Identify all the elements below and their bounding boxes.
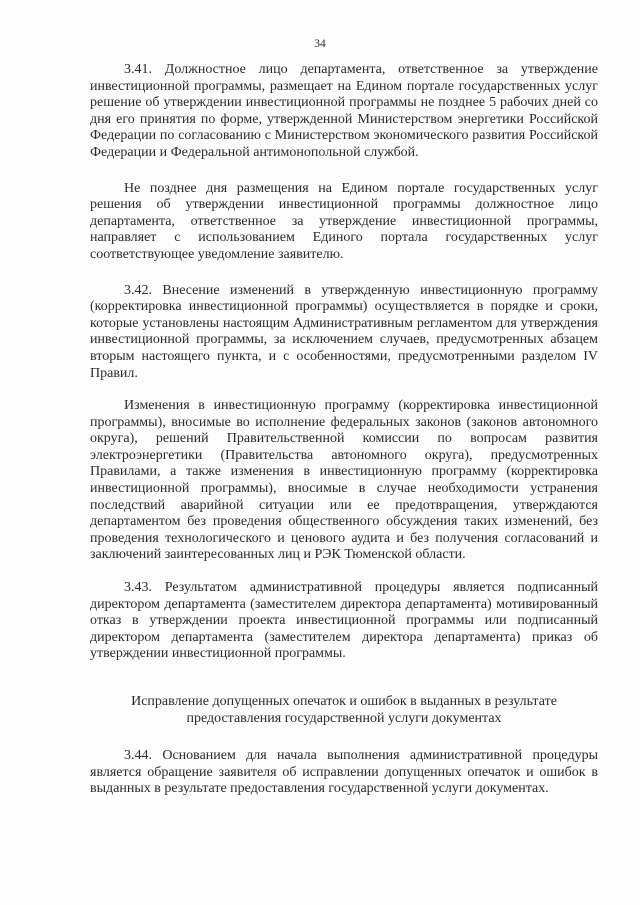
paragraph-3-43: 3.43. Результатом административной процедуры является подписанный директором департамента (заместителем директора департамента) мотивированный отказ в утверждении проекта инвестиционной программы или подписанный директором департамента (заместителем директора департамента) приказ об утверждении инвестиционной программы. <box>90 580 598 662</box>
paragraph-3-41: 3.41. Должностное лицо департамента, ответственное за утверждение инвестиционной программы, размещает на Едином портале государственных услуг решение об утверждении инвестиционной программы не позднее 5 рабочих дней со дня его принятия по форме, утвержденной Министерством энергетики Российской Федерации по согласованию с Министерством экономического развития Российской Федерации и Федеральной антимонопольной службой. <box>90 62 598 160</box>
document-body <box>90 62 598 798</box>
paragraph-3-44: 3.44. Основанием для начала выполнения административной процедуры является обращение заявителя об исправлении допущенных опечаток и ошибок в выданных в результате предоставления государственной услуги документах. <box>90 748 598 797</box>
section-heading: Исправление допущенных опечаток и ошибок в выданных в результате предоставления государственной услуги документах <box>131 694 557 726</box>
paragraph-3-42-changes: Изменения в инвестиционную программу (корректировка инвестиционной программы), вносимые во исполнение федеральных законов (законов автономного округа), решений Правительственной комиссии по вопросам развития электроэнергетики (Правительства автономного округа), предусмотренных Правилами, а также изменения в инвестиционную программу (корректировка инвестиционной программы), вносимые в случае необходимости устранения последствий аварийной ситуации или ее предотвращения, утверждаются департаментом без проведения общественного обсуждения таких изменений, без проведения технологического и ценового аудита и без получения согласований и заключений заинтересованных лиц и РЭК Тюменской области. <box>90 398 598 563</box>
paragraph-3-42: 3.42. Внесение изменений в утвержденную инвестиционную программу (корректировка инвестиционной программы) осуществляется в порядке и сроки, которые установлены настоящим Административным регламентом для утверждения инвестиционной программы, за исключением случаев, предусмотренных абзацем вторым настоящего пункта, и с особенностями, предусмотренными разделом IV Правил. <box>90 282 598 381</box>
paragraph-3-41-notification: Не позднее дня размещения на Едином портале государственных услуг решения об утверждении инвестиционной программы должностное лицо департамента, ответственное за утверждение инвестиционной программы, направляет с использованием Единого портала государственных услуг соответствующее уведомление заявителю. <box>90 180 598 262</box>
page-number: 34 <box>314 38 326 50</box>
